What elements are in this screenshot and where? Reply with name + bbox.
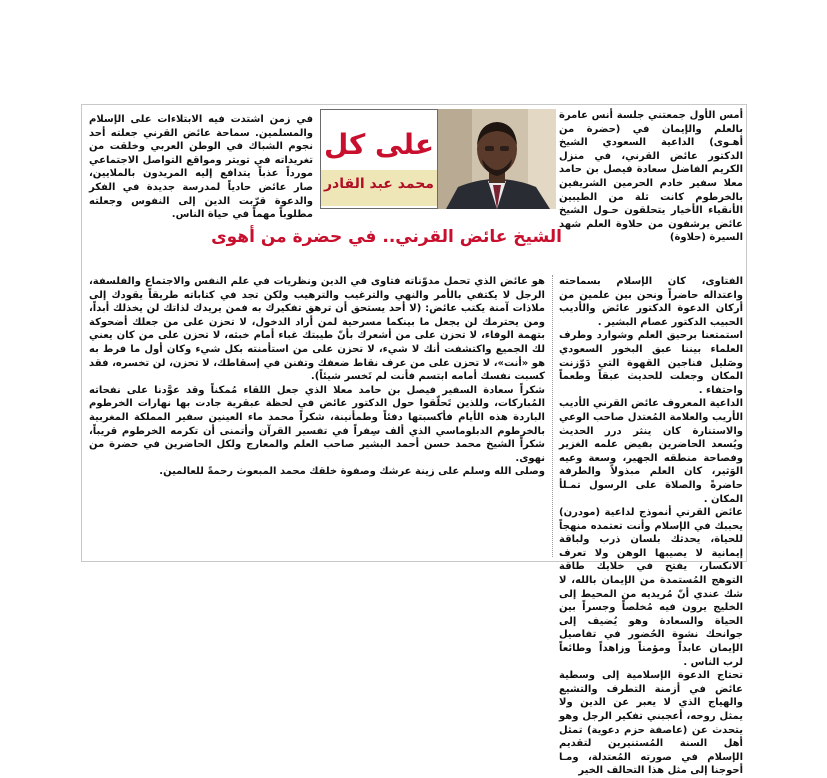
author-bar	[321, 170, 437, 206]
article-body-left	[89, 275, 545, 479]
author-portrait-image	[438, 109, 556, 209]
column-banner	[320, 109, 556, 209]
column-logo	[320, 109, 438, 209]
body-left-paragraph: شكراً سعادة السفير فيصل بن حامد معلا الذي جعل اللقاء مُمكناً وقد عوَّدنا على نفحاته المُباركات، وللذين تَحلّقوا حول الدكتور عائض في لحظة عبقرية جادت بها نهارات الخرطوم الباردة هذه الأيام فأكسبتها دفئاً وطمأنينة، شكراً محمد ماء العينين سفير المملكة المغربية بالخرطوم الدبلوماسي الذي ألف سِفراً في تفسير القرآن وأتمنى أن تكرمه الخرطوم قريباً، شكراً الشيخ محمد حسن أحمد البشير صاحب العلم والمعارج ولكل الحاضرين في حضرة من نهوى.	[89, 384, 545, 464]
column-divider	[552, 275, 553, 557]
article-intro-left	[89, 113, 313, 222]
author-name: محمد عبد القادر	[324, 176, 434, 192]
article-intro-right	[559, 109, 743, 245]
body-right-paragraph: استمتعنا برحيق العلم وشوارد وطرف العلماء بيننا عبق البخور السعودي وصَليل فناجين القهوة التي دَوّزنت المكان وجعلت للحديث عبقاً وطعماً واحتفاء .	[559, 330, 743, 396]
column-name: على كل	[324, 128, 434, 161]
newspaper-article	[81, 104, 747, 777]
body-right-paragraph: تحتاج الدعوة الإسلامية إلى وسطية عائض في أزمنة التطرف والتشيع والهياج الذي لا يعبر عن الدين ولا يمثل روحه، أعجبني تفكير الرجل وهو يتحدث عن (عاصفة حزم دعوية) تمثل أهل السنة المُستنيرين لتقديم الإسلام في صورته المُعتدلة، ومـا أحوجنا إلى مثل هذا التحالف الخير	[559, 670, 743, 777]
author-photo	[438, 109, 556, 209]
body-left-paragraph: وصلى الله وسلم على زينة عرشك وصفوة خلقك محمد المبعوث رحمةً للعالمين.	[159, 466, 545, 478]
body-left-paragraph: هو عائض الذي تحمل مدوّناته فتاوى في الدين ونظريات في علم النفس والاجتماع والفلسفة، الرجل لا يكتفي بالأمر والنهي والترغيب والترهيب ولكن تجد في كتاباته طريقاً يقودك إلى ملاذات آمنة يكتب عائض: (لا أحد يستحق أن ترهق تفكيرك به فمن يريدك لذاتك لن يخذلك أبداً، ومن يحترمك لن يجعل ما بينكما مسرحية لمن أراد الدخول، لا تحزن على من جعلك أضحوكة بتهمة الوفاء، لا تحزن على من أشعرك بأنّ طيبتك غباء أمام خبثه، لا تحزن على من كان يعني لك الجميع واكتشفت أنك لا شيء، لا تحزن على من استأمنته بكل شيء وكان أول ما فرط به هو «أنت»، لا تحزن على من عرف نقاط ضعفك وتفنن في إسقاطك، لا تحزن، لن تخسره، فقد كسبت نفسك أمامه ابتسم فأنت لم تَخسر شيئاً).	[89, 276, 545, 383]
body-right-paragraph: عائض القرني أنموذج لداعية (مودرن) يحببك في الإسلام وأنت تعتمده منهجاً للحياة، يحدثك بلسان ذرب ولباقة إيمانية لا يصيبها الوهن ولا تعرف الانكسار، يفتح في خلايك طاقة التوهج المُستمدة من الإيمان بالله، لا شك عندي أنّ مُريديه من المحيط إلى الخليج يرون فيه مُخلصاً وجسراً بين الحياة والسعادة وهو يُضيف إلى جوانحك نشوة الحُضور في تفاصيل الإيمان عابداً ومؤمناً وزاهداً وطائعاً لرب الناس .	[559, 507, 743, 668]
article-headline: الشيخ عائض القرني.. في حضرة من أهوى	[211, 227, 562, 247]
intro-right-paragraph: أمس الأول جمعتني جلسة أنس عامرة بالعلم والإيمان في (حضرة من أهـوى) الداعية السعودي الشيخ الدكتور عائض القرني، في منزل الكريم الفاضل سعادة فيصل بن حامد معلا سفير خادم الحرمين الشريفين بالخرطوم كانت ثلة من الطيبين الأنقياء الأخيار يتحلقون حـول الشيخ عائض يرشفون من حلاوة العلم شهد السيرة (حلاوة)	[559, 110, 743, 244]
body-right-paragraph: الداعية المعروف عائض القرني الأديب الأريب والعلامة المُعتدل صاحب الوعي والاستنارة كان ينثر درر الحديث ويُسعد الحاضرين بفيض علمه الغزير وفصاحة منطقه الجهير، وسعة وعيه الوَثير، كان العلم مبذولاً والطرفة حاضرةً والصلاة على الرسول تمـلأ المكان .	[559, 398, 743, 505]
body-right-paragraph: الفتاوى، كان الإسلام بسماحته واعتداله حاضراً ونحن بين علمين من أركان الدعوة الدكتور عائض والأديب الحبيب الدكتور عصام البشير .	[559, 276, 743, 328]
article-body-right	[559, 275, 743, 778]
intro-left-paragraph: في زمن اشتدت فيه الابتلاءات على الإسلام والمسلمين. سماحة عائض القرني جعلته أحد نجوم الشباك في الوطن العربي وخلقت من تغريداته في تويتر ومواقع التواصل الاجتماعي مورداً عذباً يتدافع إليه المريدون بالملايين، صار عائض حادياً لمدرسة جديدة في الفكر والدعوة قرّبت الدين إلى النفوس وجعلته مطلوباً مهماً في حياة الناس.	[89, 114, 313, 221]
